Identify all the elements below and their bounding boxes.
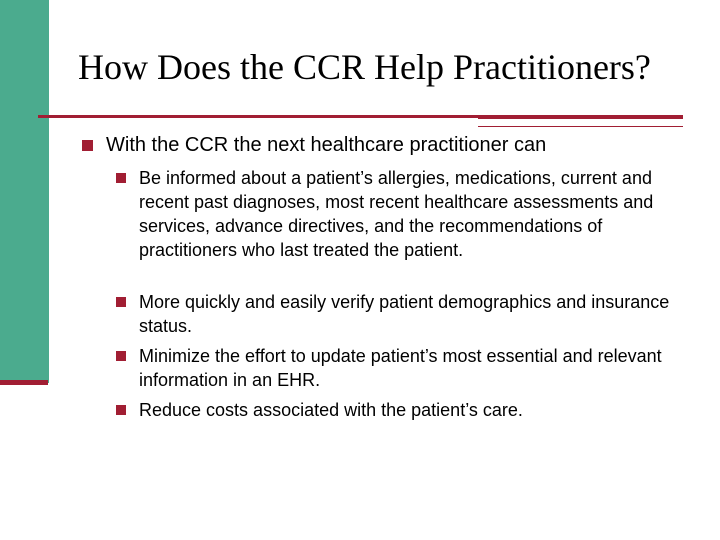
main-bullet-text: With the CCR the next healthcare practitioner can [106,134,547,156]
square-bullet-icon [116,351,126,361]
title-divider-double-rule [478,117,683,127]
sub-bullet-item [116,398,676,422]
sub-bullet-text: Minimize the effort to update patient’s most essential and relevant information in an EHR. [139,346,662,390]
sub-bullet-item [116,166,676,288]
slide-title: How Does the CCR Help Practitioners? [78,47,651,87]
square-bullet-icon [82,140,93,151]
sub-bullet-item [116,290,676,342]
sub-bullet-text: More quickly and easily verify patient demographics and insurance status. [139,292,670,336]
sub-bullet-text: Be informed about a patient’s allergies, medications, current and recent past diagnoses, most recent healthcare assessments and services, advance directives, and the recommendations of practitioners who last treated the patient. [139,168,654,260]
square-bullet-icon [116,405,126,415]
sub-bullet-item [116,344,676,396]
square-bullet-icon [116,173,126,183]
square-bullet-icon [116,297,126,307]
sub-bullet-text: Reduce costs associated with the patient’s care. [139,400,523,420]
left-bar-rule [0,380,48,385]
sub-bullet-list [116,166,676,422]
left-accent-bar [0,0,49,383]
